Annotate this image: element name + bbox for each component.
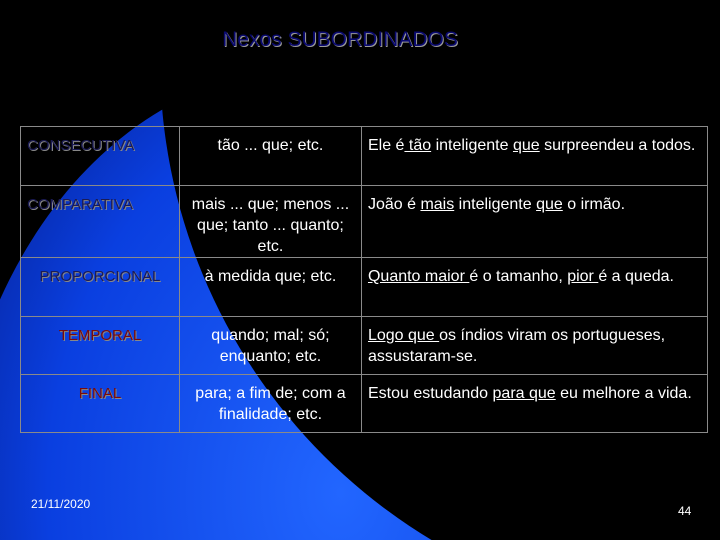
example-text: é a queda. xyxy=(598,268,674,285)
table-row xyxy=(21,258,708,317)
type-label: CONSECUTIVA xyxy=(27,137,135,154)
example-text: João é xyxy=(367,196,421,213)
example-highlight: que xyxy=(512,137,540,154)
example-text: inteligente xyxy=(431,137,513,154)
example-highlight: tão xyxy=(404,137,432,154)
type-label: PROPORCIONAL xyxy=(39,268,161,285)
slide-date: 21/11/2020 xyxy=(31,497,91,511)
connectives-cell: tão ... que; etc. xyxy=(179,127,361,186)
example-cell xyxy=(361,186,707,258)
example-text: inteligente xyxy=(454,196,537,213)
example-highlight: Logo que xyxy=(367,327,440,344)
example-cell xyxy=(361,258,707,317)
connectives-table xyxy=(20,126,708,433)
connectives-cell: para; a fim de; com a finalidade; etc. xyxy=(179,375,361,433)
type-cell xyxy=(21,127,180,186)
example-text: eu melhore a vida. xyxy=(555,385,692,402)
slide-title: Nexos SUBORDINADOS xyxy=(222,28,458,51)
page-number: 44 xyxy=(678,504,692,518)
example-text: Ele é xyxy=(367,137,405,154)
example-highlight: para que xyxy=(492,385,556,402)
table-row xyxy=(21,317,708,375)
example-cell xyxy=(361,317,707,375)
connectives-cell: mais ... que; menos ... que; tanto ... quanto; etc. xyxy=(179,186,361,258)
example-cell xyxy=(361,375,707,433)
type-label: FINAL xyxy=(78,385,122,402)
example-cell xyxy=(361,127,707,186)
example-text: os índios viram os portugueses, assustaram-se. xyxy=(367,327,666,365)
example-text: é o tamanho, xyxy=(469,268,568,285)
type-cell xyxy=(21,258,180,317)
example-highlight: mais xyxy=(420,196,455,213)
example-text: Estou estudando xyxy=(367,385,493,402)
type-cell xyxy=(21,186,180,258)
type-cell xyxy=(21,375,180,433)
example-highlight: pior xyxy=(567,268,599,285)
type-label: COMPARATIVA xyxy=(27,196,133,213)
type-cell xyxy=(21,317,180,375)
connectives-cell: à medida que; etc. xyxy=(179,258,361,317)
table-row xyxy=(21,375,708,433)
connectives-cell: quando; mal; só; enquanto; etc. xyxy=(179,317,361,375)
example-text: o irmão. xyxy=(562,196,626,213)
type-label: TEMPORAL xyxy=(58,327,142,344)
example-text: surpreendeu a todos. xyxy=(539,137,696,154)
example-highlight: Quanto maior xyxy=(367,268,470,285)
example-highlight: que xyxy=(536,196,563,213)
table-row xyxy=(21,127,708,186)
table-row xyxy=(21,186,708,258)
